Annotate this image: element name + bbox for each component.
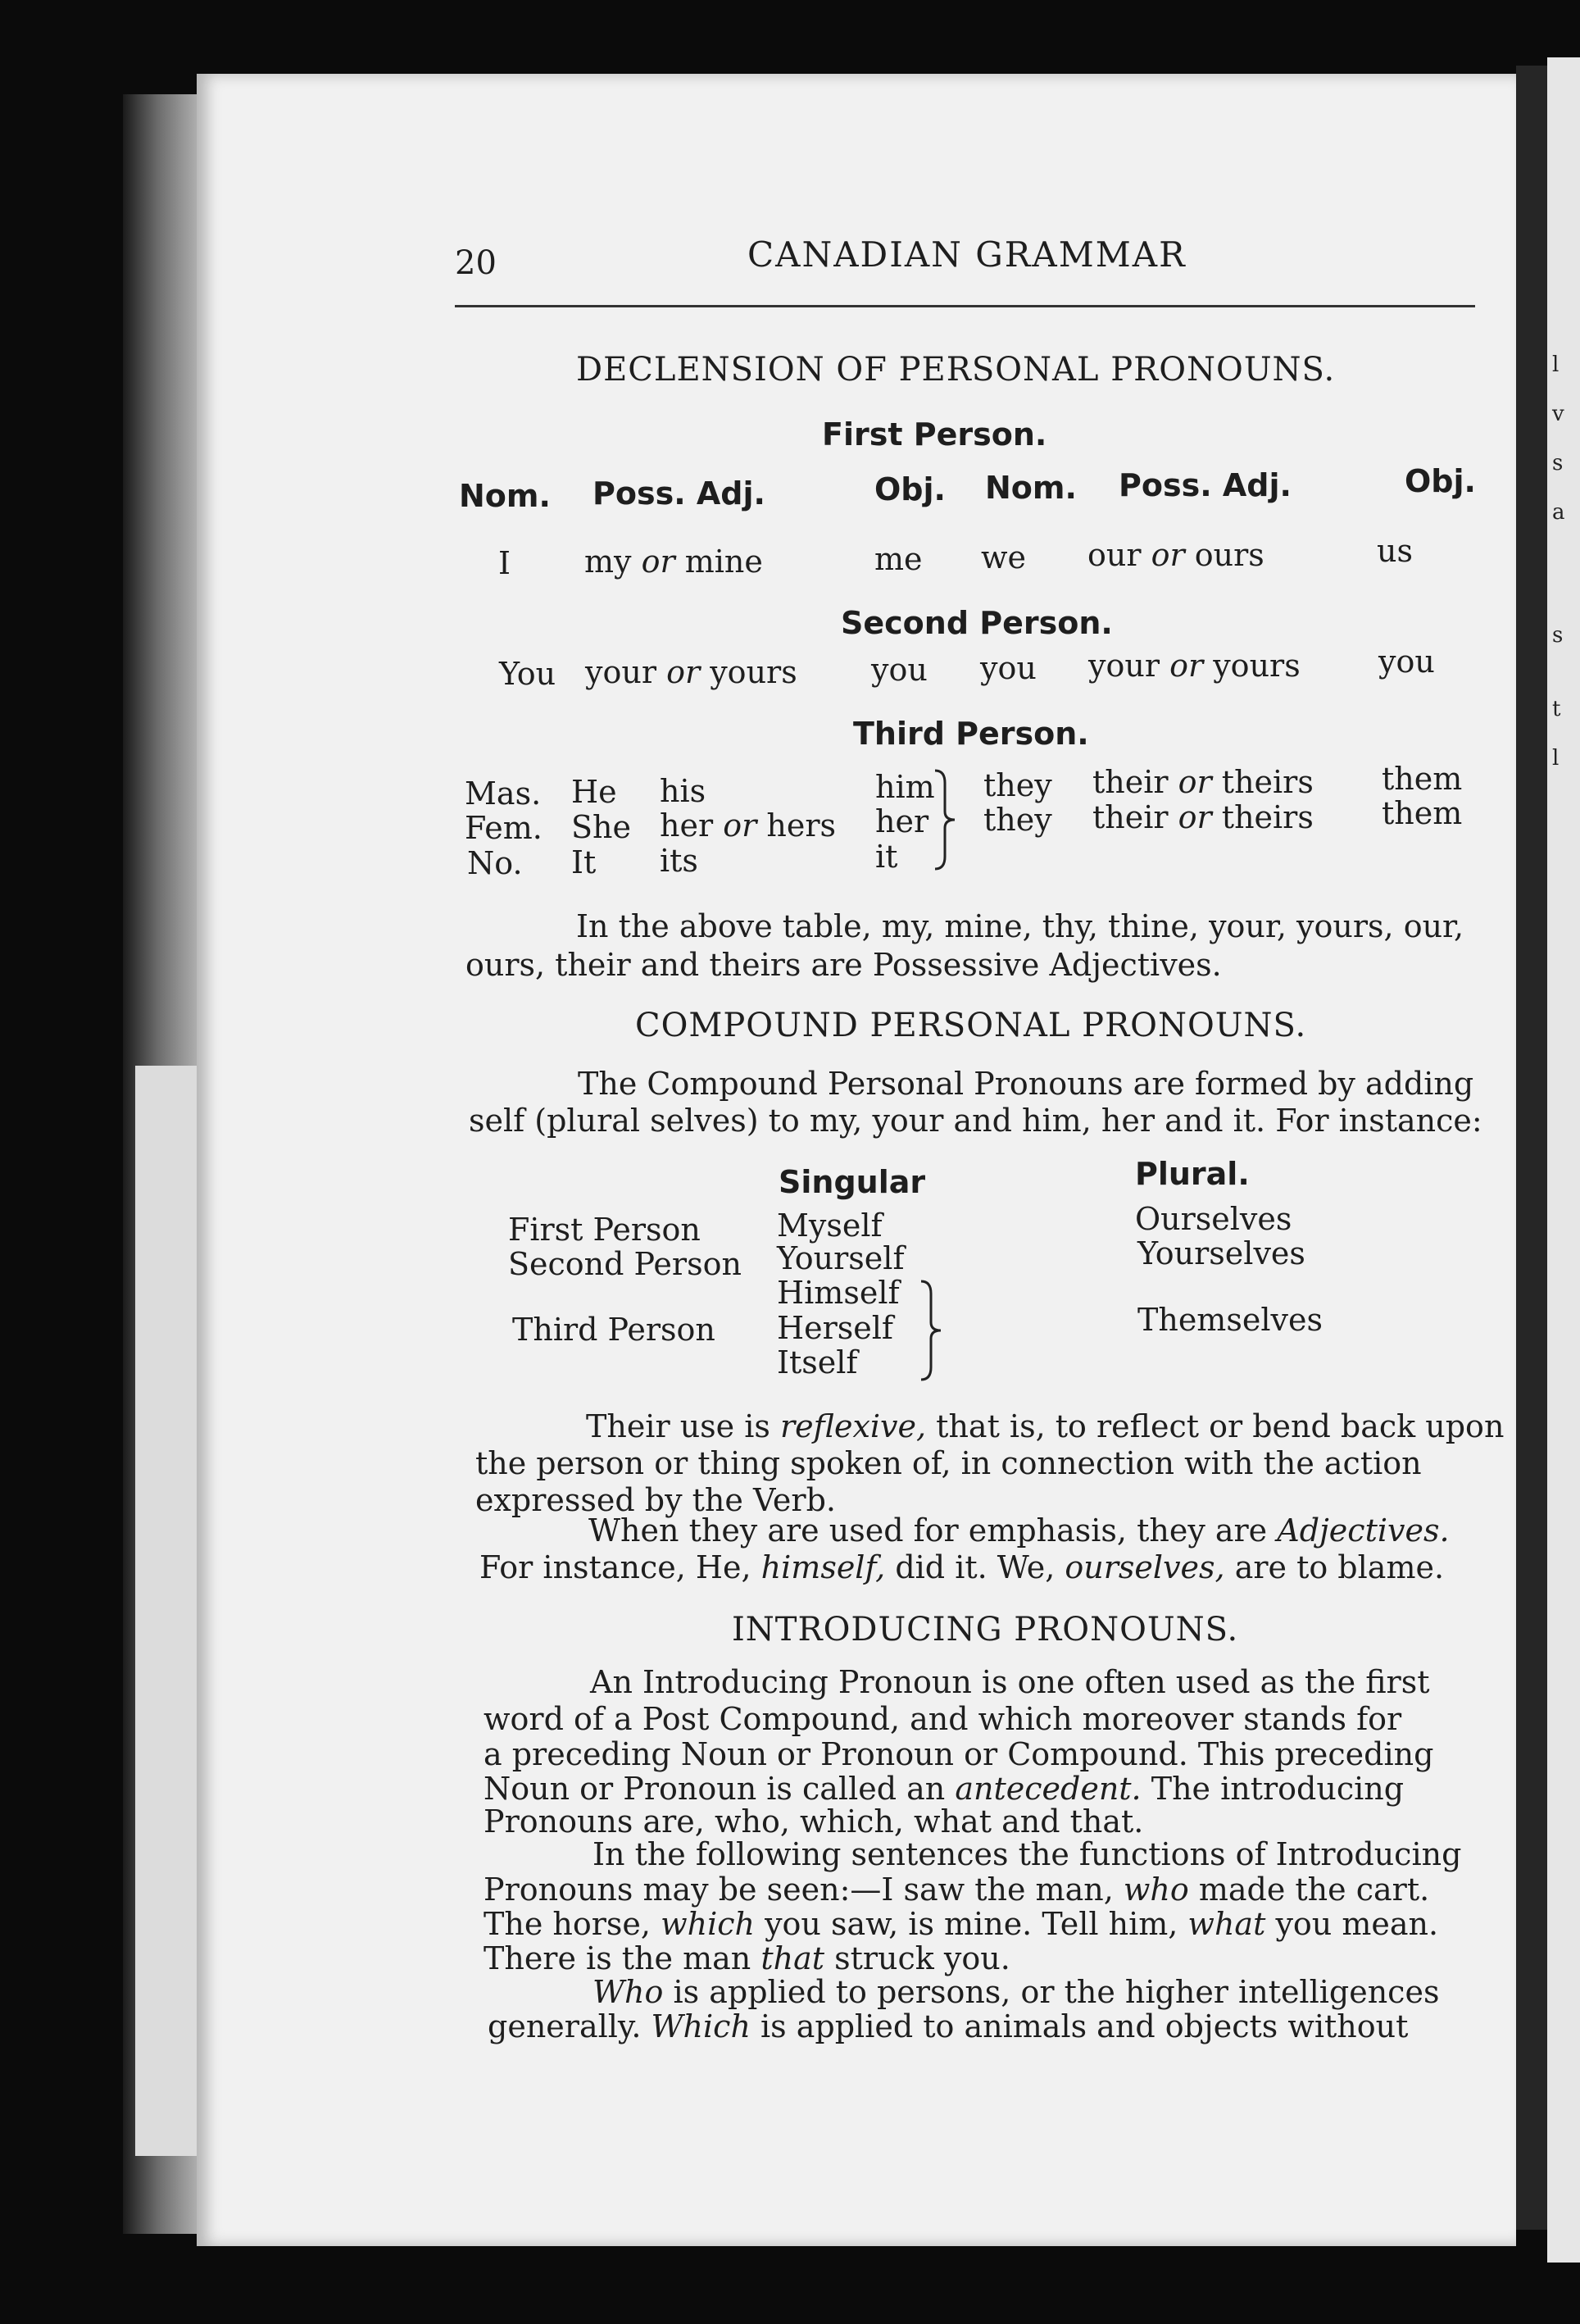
cell-obj: me (874, 541, 923, 577)
cell-nom-plural: you (980, 650, 1037, 686)
compound-intro-line: The Compound Personal Pronouns are formed by adding (578, 1066, 1474, 1102)
cell-obj: it (875, 839, 898, 875)
compound-plural: Yourselves (1137, 1235, 1305, 1271)
cell-nom: You (499, 656, 556, 692)
compound-singular: Myself (777, 1207, 883, 1244)
compound-plural: Themselves (1137, 1302, 1323, 1338)
first-person-label: First Person. (822, 416, 1047, 453)
brace-icon (930, 766, 963, 873)
cell-obj: her (875, 803, 929, 839)
introducing-heading: INTRODUCING PRONOUNS. (732, 1611, 1239, 1649)
introducing-line: In the following sentences the functions of Introducing (592, 1836, 1462, 1872)
cell-poss-plural: their or theirs (1092, 764, 1314, 800)
cell-gender: No. (467, 845, 523, 881)
cell-obj-plural: you (1378, 644, 1435, 680)
col-header-obj-singular: Obj. (874, 471, 946, 507)
introducing-line: An Introducing Pronoun is one often used as the first (590, 1664, 1430, 1700)
page-gutter (1516, 66, 1547, 2230)
introducing-line: Who is applied to persons, or the higher intelligences (592, 1974, 1440, 2010)
compound-singular: Himself (777, 1275, 900, 1311)
introducing-line: Pronouns are, who, which, what and that. (484, 1803, 1144, 1840)
compound-heading: COMPOUND PERSONAL PRONOUNS. (635, 1007, 1307, 1044)
cell-obj-plural: them (1382, 795, 1463, 831)
note-line: ours, their and theirs are Possessive Adjectives. (465, 947, 1222, 983)
cell-nom-plural: they (983, 767, 1052, 803)
introducing-line: The horse, which you saw, is mine. Tell him, what you mean. (484, 1906, 1439, 1942)
col-header-plural: Plural. (1135, 1156, 1250, 1192)
note-line: In the above table, my, mine, thy, thine, your, yours, our, (576, 908, 1464, 944)
compound-person: First Person (508, 1212, 701, 1248)
compound-plural: Ourselves (1135, 1201, 1292, 1237)
reflexive-line: expressed by the Verb. (475, 1482, 836, 1518)
cell-poss: its (660, 843, 698, 879)
reflexive-line: Their use is reflexive, that is, to reflect or bend back upon (586, 1408, 1505, 1444)
cell-obj: him (875, 769, 935, 805)
cell-poss: her or hers (660, 807, 837, 844)
compound-person: Second Person (508, 1246, 742, 1282)
cell-poss: his (660, 773, 706, 809)
cell-poss-plural: their or theirs (1092, 799, 1314, 835)
col-header-poss-singular: Poss. Adj. (592, 475, 765, 512)
cell-gender: Fem. (465, 810, 543, 846)
cell-nom: She (571, 809, 631, 845)
second-person-label: Second Person. (841, 605, 1113, 641)
third-person-label: Third Person. (853, 716, 1089, 752)
adjacent-page-fragment: t (1552, 697, 1561, 721)
adjacent-page-fragment: l (1552, 352, 1560, 377)
cell-poss-plural: our or ours (1087, 537, 1264, 573)
emphasis-line: For instance, He, himself, did it. We, ourselves, are to blame. (479, 1549, 1445, 1585)
cell-poss: my or mine (584, 543, 763, 580)
page-number: 20 (455, 244, 497, 282)
compound-intro-line: self (plural selves) to my, your and him, her and it. For instance: (469, 1103, 1482, 1139)
cell-nom: It (571, 844, 597, 880)
adjacent-page-fragment: s (1552, 451, 1564, 475)
introducing-line: a preceding Noun or Pronoun or Compound. This preceding (484, 1736, 1434, 1772)
reflexive-line: the person or thing spoken of, in connection with the action (475, 1445, 1422, 1481)
adjacent-page-fragment: s (1552, 623, 1564, 648)
compound-singular: Herself (777, 1310, 893, 1346)
introducing-line: Noun or Pronoun is called an antecedent. The introducing (484, 1771, 1405, 1807)
cell-nom-plural: they (983, 802, 1052, 838)
cell-obj-plural: them (1382, 761, 1463, 797)
compound-singular: Itself (777, 1344, 858, 1380)
col-header-nom-singular: Nom. (459, 478, 551, 514)
compound-person: Third Person (512, 1312, 715, 1348)
introducing-line: generally. Which is applied to animals and objects without (488, 2008, 1409, 2044)
col-header-nom-plural: Nom. (985, 470, 1077, 506)
col-header-poss-plural: Poss. Adj. (1119, 467, 1292, 503)
cell-poss-plural: your or yours (1088, 648, 1301, 684)
compound-singular: Yourself (777, 1240, 905, 1276)
cell-nom-plural: we (981, 539, 1027, 575)
declension-heading: DECLENSION OF PERSONAL PRONOUNS. (576, 351, 1336, 389)
header-rule (455, 305, 1475, 307)
cell-obj: you (871, 652, 928, 688)
introducing-line: word of a Post Compound, and which moreover stands for (484, 1701, 1402, 1737)
cell-nom: I (498, 545, 511, 581)
adjacent-page-edge (1547, 57, 1580, 2263)
cell-poss: your or yours (585, 654, 797, 690)
col-header-obj-plural: Obj. (1405, 463, 1476, 499)
cell-nom: He (571, 774, 617, 810)
introducing-line: There is the man that struck you. (484, 1940, 1010, 1976)
emphasis-line: When they are used for emphasis, they are Adjectives. (588, 1512, 1450, 1549)
introducing-line: Pronouns may be seen:—I saw the man, who made the cart. (484, 1871, 1430, 1908)
adjacent-page-fragment: l (1552, 746, 1560, 771)
cell-obj-plural: us (1377, 533, 1413, 569)
adjacent-page-fragment: a (1552, 500, 1565, 525)
brace-icon (916, 1277, 949, 1384)
cell-gender: Mas. (465, 775, 542, 812)
running-head: CANADIAN GRAMMAR (747, 234, 1187, 275)
adjacent-page-fragment: v (1552, 402, 1564, 426)
col-header-singular: Singular (779, 1164, 926, 1200)
